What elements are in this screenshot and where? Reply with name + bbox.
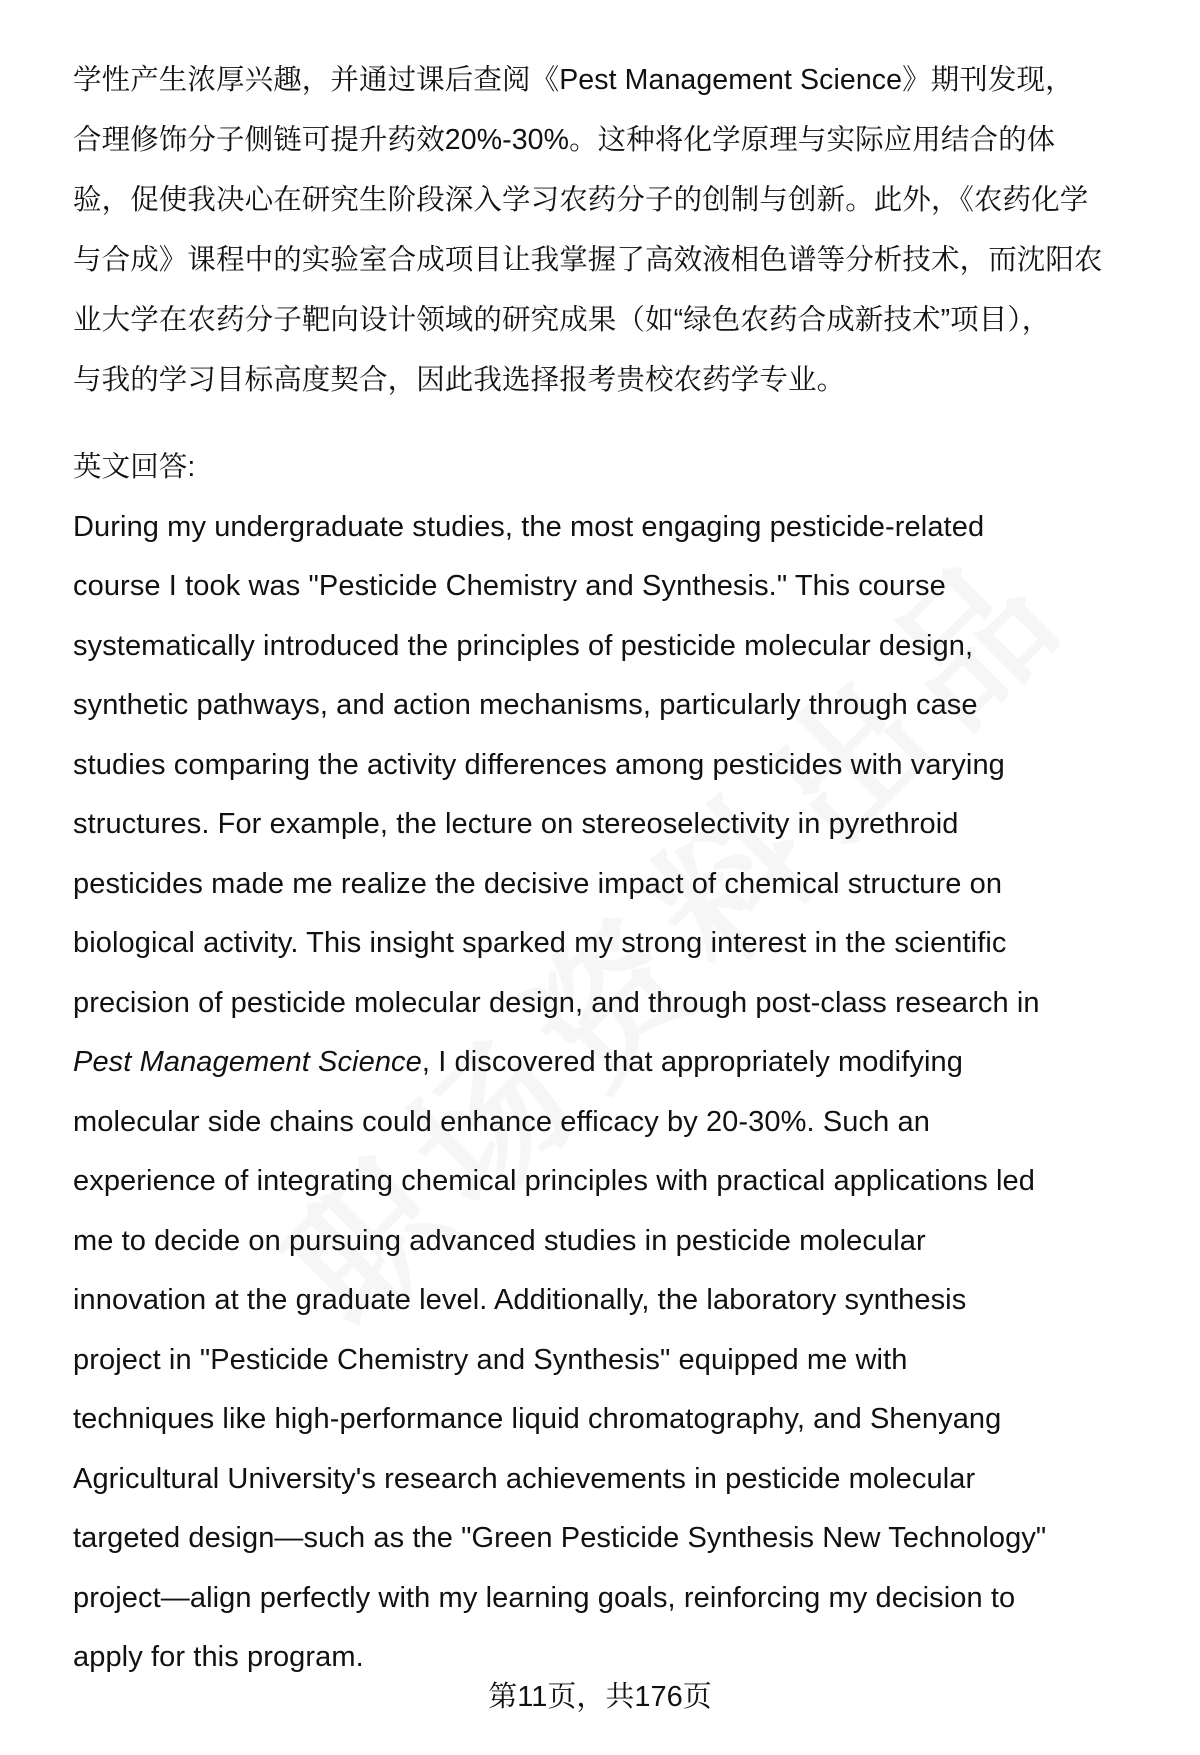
text-line: molecular side chains could enhance efficacy by 20-30%. Such an [73, 1106, 930, 1138]
text-line: systematically introduced the principles of pesticide molecular design, [73, 630, 974, 662]
journal-title: Pest Management Science [73, 1046, 422, 1078]
text-line: targeted design—such as the "Green Pesticide Synthesis New Technology" [73, 1522, 1047, 1554]
text-line: 合理修饰分子侧链可提升药效20%-30%。这种将化学原理与实际应用结合的体 [73, 124, 1056, 156]
text-line: course I took was "Pesticide Chemistry and Synthesis." This course [73, 570, 946, 602]
text-line: 验，促使我决心在研究生阶段深入学习农药分子的创制与创新。此外，《农药化学 [73, 184, 1089, 216]
text-span: , I discovered that appropriately modifying [421, 1046, 963, 1078]
text-line: structures. For example, the lecture on stereoselectivity in pyrethroid [73, 808, 959, 840]
text-line: 与合成》课程中的实验室合成项目让我掌握了高效液相色谱等分析技术，而沈阳农 [73, 244, 1103, 276]
text-line: 与我的学习目标高度契合，因此我选择报考贵校农药学专业。 [73, 364, 846, 396]
text-line: 学性产生浓厚兴趣，并通过课后查阅《Pest Management Science》期刊发现， [73, 64, 1074, 96]
text-line: 业大学在农药分子靶向设计领域的研究成果（如“绿色农药合成新技术”项目）， [73, 304, 1051, 336]
text-line: studies comparing the activity differences among pesticides with varying [73, 749, 1005, 781]
text-line: innovation at the graduate level. Additionally, the laboratory synthesis [73, 1284, 967, 1316]
text-line: pesticides made me realize the decisive impact of chemical structure on [73, 868, 1003, 900]
text-line: project—align perfectly with my learning goals, reinforcing my decision to [73, 1582, 1016, 1614]
text-line: apply for this program. [73, 1641, 364, 1673]
text-line: synthetic pathways, and action mechanisms, particularly through case [73, 689, 978, 721]
page-number: 第11页，共176页 [488, 1681, 712, 1713]
text-line: biological activity. This insight sparked my strong interest in the scientific [73, 927, 1007, 959]
text-line: experience of integrating chemical principles with practical applications led [73, 1165, 1035, 1197]
text-line: project in "Pesticide Chemistry and Synthesis" equipped me with [73, 1344, 908, 1376]
text-line: techniques like high-performance liquid chromatography, and Shenyang [73, 1403, 1002, 1435]
text-line: During my undergraduate studies, the most engaging pesticide-related [73, 511, 985, 543]
text-line: precision of pesticide molecular design, and through post-class research in [73, 987, 1040, 1019]
english-heading: 英文回答: [73, 451, 196, 483]
text-line: Agricultural University's research achievements in pesticide molecular [73, 1463, 976, 1495]
text-line: me to decide on pursuing advanced studies in pesticide molecular [73, 1225, 926, 1257]
text-line [73, 1042, 963, 1082]
